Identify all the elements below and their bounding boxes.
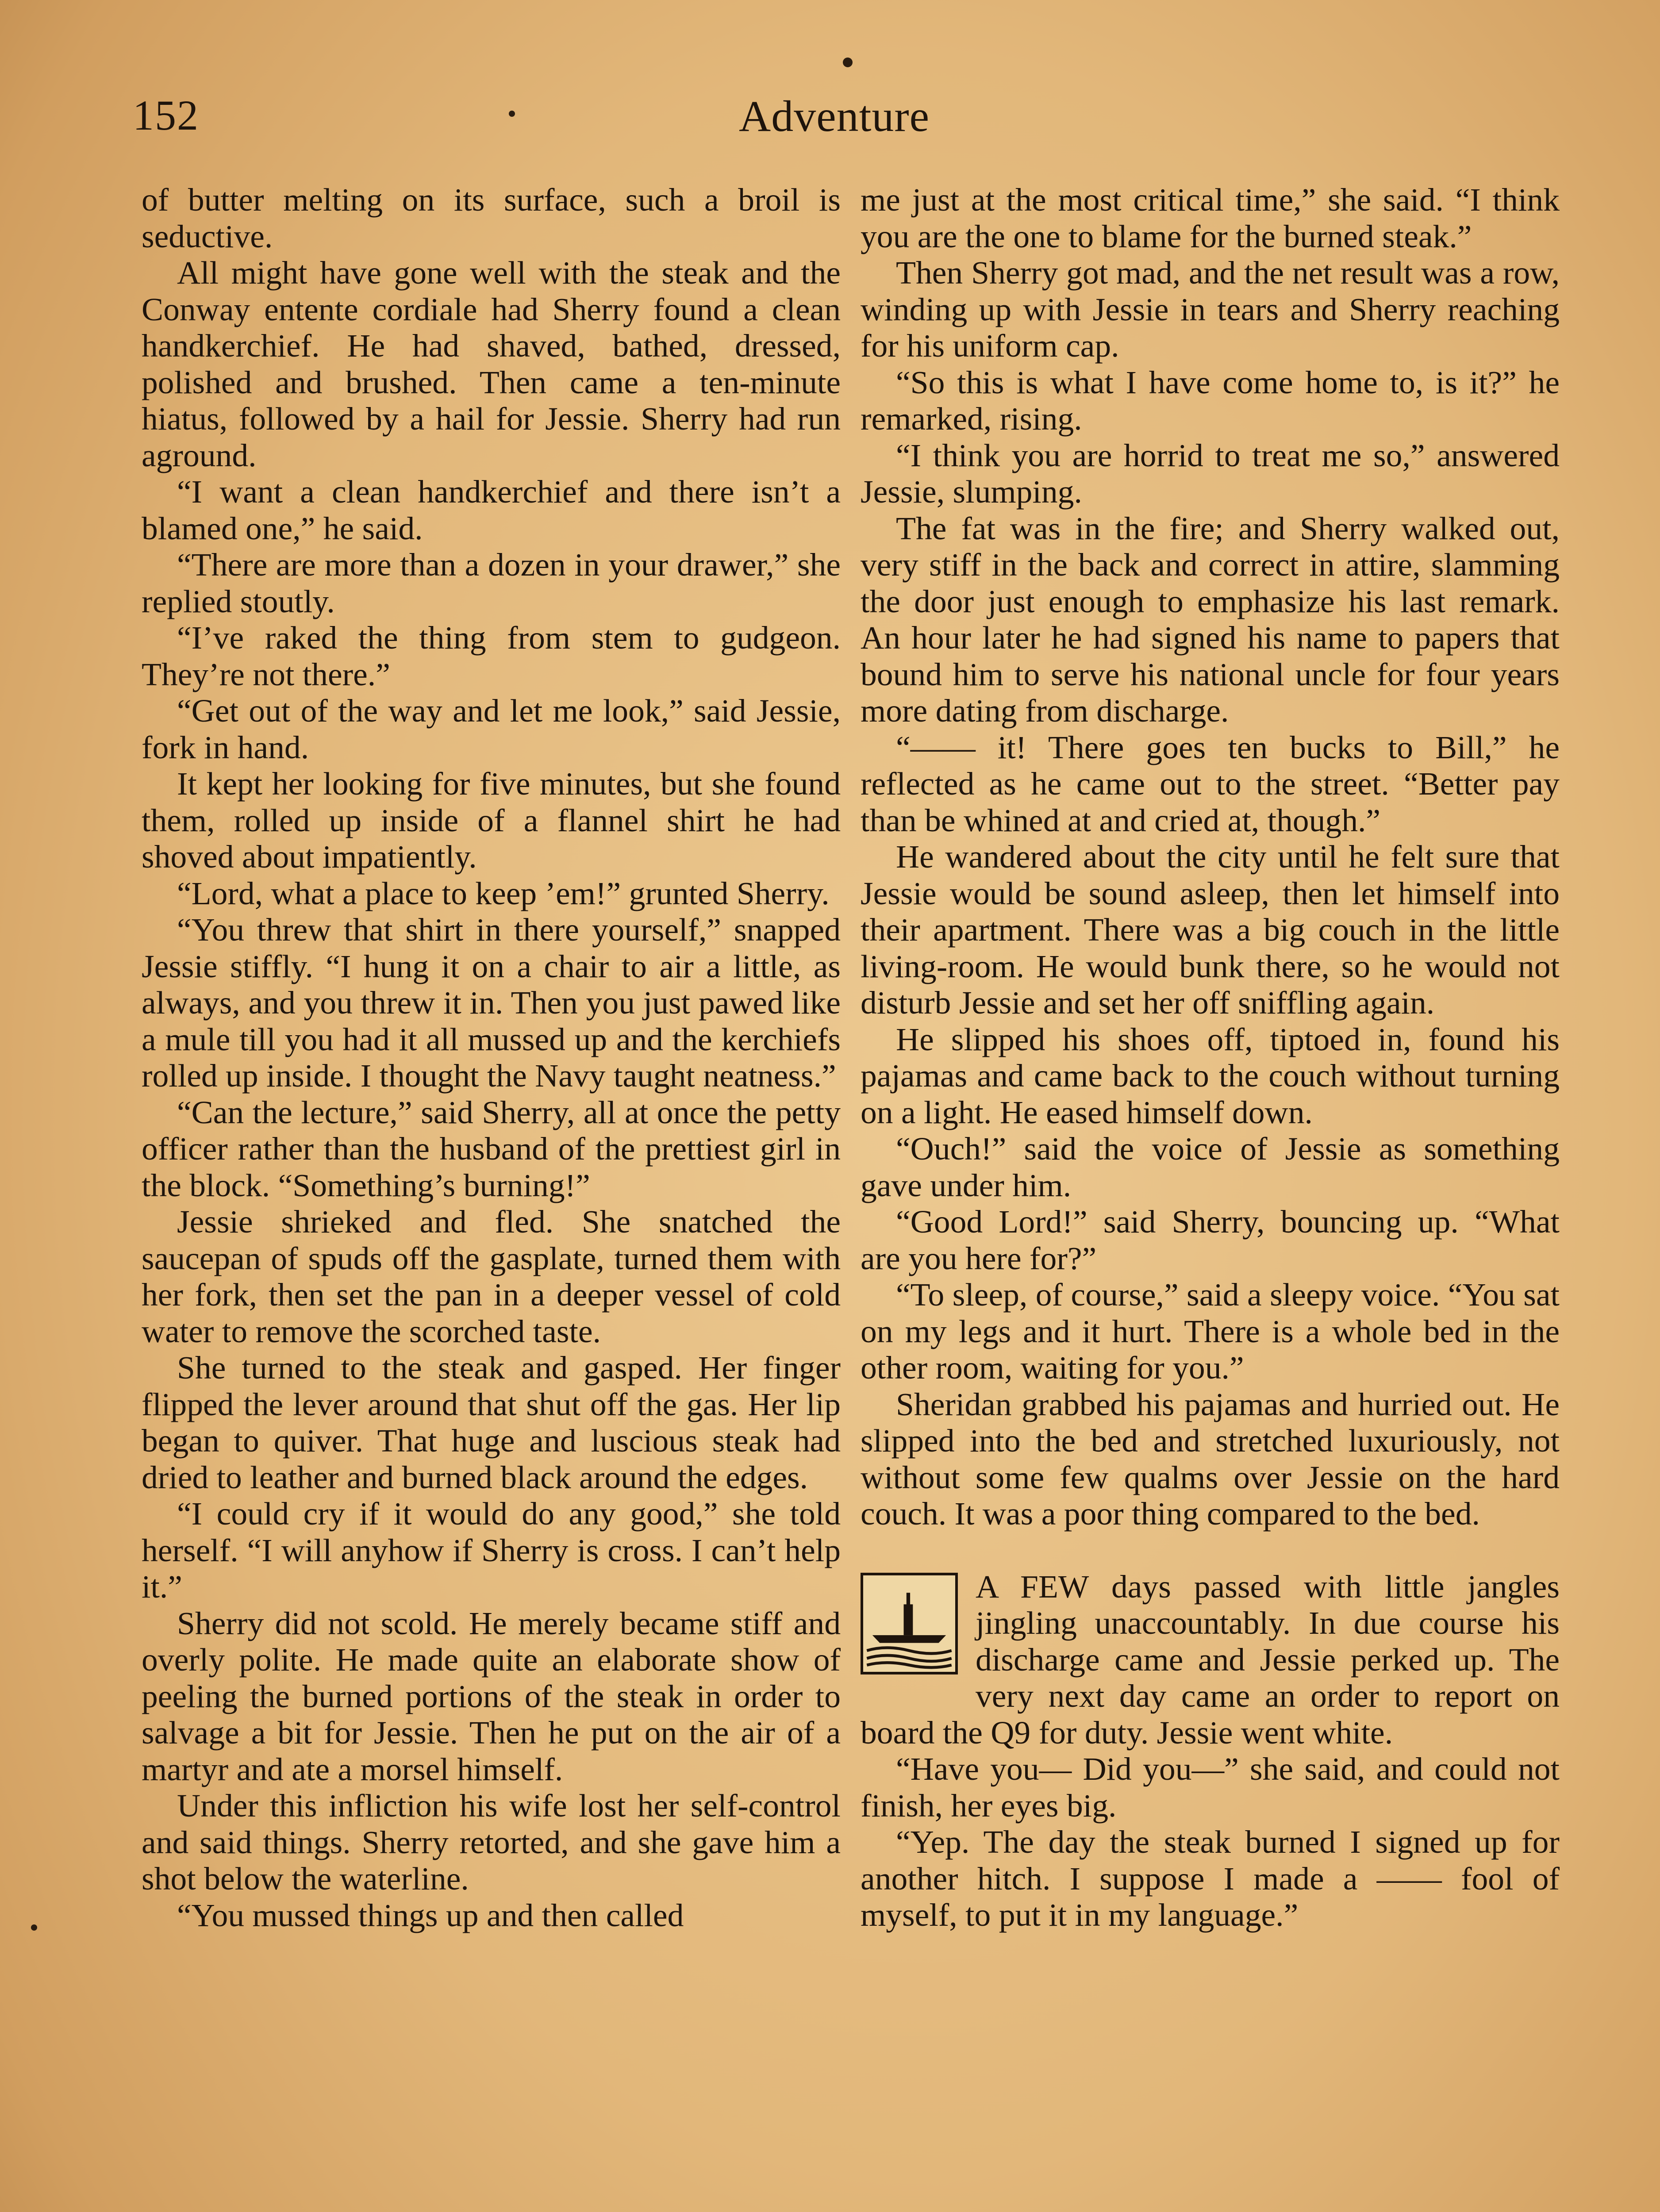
right-text-column xyxy=(861,181,1560,1933)
paragraph-text: “—— it! There goes ten bucks to Bill,” he reflected as he came out to the street. “Better pay than be whined at and cried at, though.” xyxy=(861,729,1560,838)
paragraph-text: He slipped his shoes off, tiptoed in, found his pajamas and came back to the couch without turning on a light. He eased himself down. xyxy=(861,1021,1560,1130)
left-text-column xyxy=(142,181,841,1933)
paragraph xyxy=(861,1130,1560,1203)
paragraph xyxy=(142,765,841,875)
paragraph-text: “I could cry if it would do any good,” she told herself. “I will anyhow if Sherry is cross. I can’t help it.” xyxy=(142,1495,841,1605)
paragraph-text: Sherry did not scold. He merely became stiff and overly polite. He made quite an elaborate show of peeling the burned portions of the steak in order to salvage a bit for Jessie. Then he put on the air of a martyr and ate a morsel himself. xyxy=(142,1605,841,1787)
paragraph xyxy=(861,1386,1560,1532)
ink-speck xyxy=(31,1924,37,1931)
paragraph xyxy=(142,619,841,692)
paragraph xyxy=(861,364,1560,437)
paragraph xyxy=(142,692,841,765)
paragraph-text: “Good Lord!” said Sherry, bouncing up. “What are you here for?” xyxy=(861,1203,1560,1276)
paragraph xyxy=(861,1824,1560,1933)
paragraph-text: “I think you are horrid to treat me so,” answered Jessie, slumping. xyxy=(861,437,1560,510)
running-title: Adventure xyxy=(739,92,930,141)
paragraph xyxy=(861,437,1560,510)
paragraph-text: “I’ve raked the thing from stem to gudgeon. They’re not there.” xyxy=(142,619,841,692)
page-header xyxy=(133,82,1540,153)
paragraph-text: “You threw that shirt in there yourself,” snapped Jessie stiffly. “I hung it on a chair to air a little, as always, and you threw it in. Then you just pawed like a mule till you had it all mussed up and the kerchiefs rolled up inside. I thought the Navy taught neatness.” xyxy=(142,911,841,1094)
paragraph-text: Jessie shrieked and fled. She snatched the saucepan of spuds off the gasplate, turned them with her fork, then set the pan in a deeper vessel of cold water to remove the scorched taste. xyxy=(142,1203,841,1349)
paragraph-text: “You mussed things up and then called xyxy=(177,1897,684,1933)
paragraph-text: It kept her looking for five minutes, but she found them, rolled up inside of a flannel shirt he had shoved about impatiently. xyxy=(142,765,841,875)
paragraph xyxy=(142,254,841,473)
paragraph xyxy=(142,1605,841,1788)
paragraph-text: “Get out of the way and let me look,” said Jessie, fork in hand. xyxy=(142,692,841,765)
paragraph xyxy=(861,1021,1560,1131)
paragraph-text: “Ouch!” said the voice of Jessie as something gave under him. xyxy=(861,1130,1560,1203)
paragraph xyxy=(142,875,841,912)
paragraph xyxy=(142,1787,841,1897)
ship-vignette-icon xyxy=(861,1573,958,1674)
paragraph-text: “Yep. The day the steak burned I signed up for another hitch. I suppose I made a —— fool of myself, to put it in my language.” xyxy=(861,1824,1560,1933)
paragraph-text: “So this is what I have come home to, is it?” he remarked, rising. xyxy=(861,364,1560,437)
paragraph-text: “To sleep, of course,” said a sleepy voice. “You sat on my legs and it hurt. There is a whole bed in the other room, waiting for you.” xyxy=(861,1276,1560,1386)
paragraph-text: me just at the most critical time,” she said. “I think you are the one to blame for the burned steak.” xyxy=(861,181,1560,254)
paragraph xyxy=(142,1897,841,1934)
paragraph-text: “Have you— Did you—” she said, and could not finish, her eyes big. xyxy=(861,1751,1560,1824)
paragraph-text: The fat was in the fire; and Sherry walked out, very stiff in the back and correct in attire, slamming the door just enough to emphasize his last remark. An hour later he had signed his name to papers that bound him to serve his national uncle for four years more dating from discharge. xyxy=(861,510,1560,729)
paragraph xyxy=(142,911,841,1094)
paragraph xyxy=(142,1495,841,1605)
paragraph xyxy=(142,1349,841,1495)
paragraph-text: Then Sherry got mad, and the net result was a row, winding up with Jessie in tears and Sherry reaching for his uniform cap. xyxy=(861,254,1560,364)
ink-speck xyxy=(509,111,515,117)
paragraph xyxy=(861,1568,1560,1751)
paragraph-text: “Lord, what a place to keep ’em!” grunted Sherry. xyxy=(177,875,830,911)
paragraph-text: He wandered about the city until he felt sure that Jessie would be sound asleep, then let himself into their apartment. There was a big couch in the little living-room. He would bunk there, so he would not disturb Jessie and set her off sniffling again. xyxy=(861,838,1560,1021)
paragraph xyxy=(861,510,1560,729)
paragraph-text: of butter melting on its surface, such a broil is seductive. xyxy=(142,181,841,254)
paragraph-text: “I want a clean handkerchief and there isn’t a blamed one,” he said. xyxy=(142,473,841,546)
paragraph xyxy=(861,181,1560,254)
paragraph xyxy=(142,1094,841,1204)
page-number: 152 xyxy=(133,92,199,139)
paragraph xyxy=(861,838,1560,1021)
paragraph xyxy=(861,1203,1560,1276)
paragraph xyxy=(142,181,841,254)
paragraph xyxy=(861,729,1560,839)
paragraph-text: She turned to the steak and gasped. Her finger flipped the lever around that shut off the gas. Her lip began to quiver. That huge and luscious steak had dried to leather and burned black around the edges. xyxy=(142,1349,841,1495)
ink-speck xyxy=(843,58,853,67)
paragraph-text: “Can the lecture,” said Sherry, all at once the petty officer rather than the husband of the prettiest girl in the block. “Something’s burning!” xyxy=(142,1094,841,1203)
paragraph xyxy=(142,473,841,546)
paragraph xyxy=(142,1203,841,1349)
paragraph-text: “There are more than a dozen in your drawer,” she replied stoutly. xyxy=(142,546,841,619)
paragraph-text: A FEW days passed with little jangles jingling unaccountably. In due course his discharge came and Jessie perked up. The very next day came an order to report on board the Q9 for duty. Jessie went white. xyxy=(861,1568,1560,1751)
paragraph xyxy=(861,254,1560,364)
paragraph xyxy=(861,1751,1560,1824)
paragraph-text: Sheridan grabbed his pajamas and hurried out. He slipped into the bed and stretched luxuriously, not without some few qualms over Jessie on the hard couch. It was a poor thing compared to the bed. xyxy=(861,1386,1560,1532)
paragraph xyxy=(142,546,841,619)
paragraph xyxy=(861,1276,1560,1386)
paragraph-text: Under this infliction his wife lost her self-control and said things. Sherry retorted, and she gave him a shot below the waterline. xyxy=(142,1787,841,1897)
paragraph-text: All might have gone well with the steak and the Conway entente cordiale had Sherry found a clean handkerchief. He had shaved, bathed, dressed, polished and brushed. Then came a ten-minute hiatus, followed by a hail for Jessie. Sherry had run aground. xyxy=(142,254,841,473)
